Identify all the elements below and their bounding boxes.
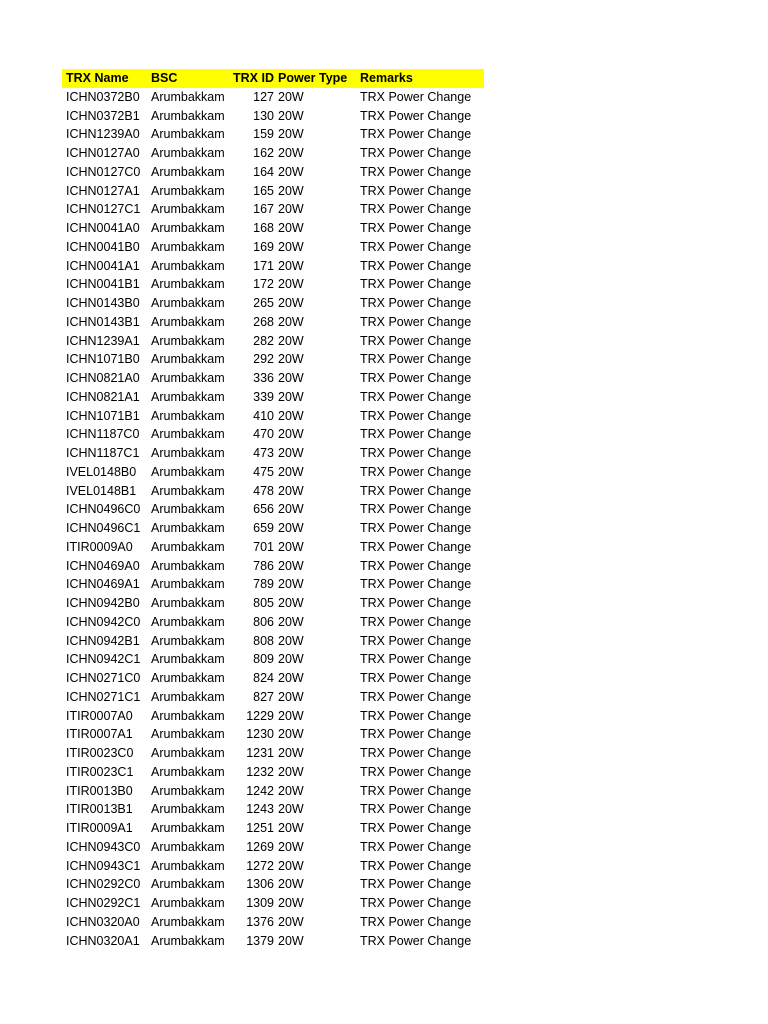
cell-bsc: Arumbakkam: [151, 539, 225, 554]
cell-remarks: TRX Power Change: [360, 539, 472, 554]
cell-trx-id: 1306: [246, 877, 274, 892]
cell-bsc: Arumbakkam: [151, 108, 225, 123]
table-row: [62, 107, 484, 126]
cell-trx-name: ICHN0942B1: [66, 633, 140, 648]
header-trx-id: TRX ID: [233, 71, 274, 85]
cell-power-type: 20W: [278, 164, 304, 179]
table-row: [62, 519, 484, 538]
cell-bsc: Arumbakkam: [151, 258, 225, 273]
cell-trx-id: 282: [253, 333, 274, 348]
cell-remarks: TRX Power Change: [360, 558, 472, 573]
cell-power-type: 20W: [278, 858, 304, 873]
cell-bsc: Arumbakkam: [151, 127, 225, 142]
cell-trx-id: 1376: [246, 914, 274, 929]
cell-remarks: TRX Power Change: [360, 614, 472, 629]
cell-trx-name: ICHN1187C1: [66, 446, 140, 460]
cell-remarks: TRX Power Change: [360, 146, 472, 160]
cell-bsc: Arumbakkam: [151, 671, 225, 685]
cell-remarks: TRX Power Change: [360, 521, 472, 535]
cell-trx-id: 410: [253, 408, 274, 423]
cell-remarks: TRX Power Change: [360, 652, 472, 667]
table-row: [62, 894, 484, 913]
cell-trx-name: ICHN1071B1: [66, 408, 140, 423]
cell-trx-id: 473: [253, 446, 274, 460]
cell-bsc: Arumbakkam: [151, 239, 225, 254]
cell-trx-name: ICHN0943C0: [66, 839, 141, 854]
cell-trx-name: ICHN0320A0: [66, 914, 140, 929]
cell-remarks: TRX Power Change: [360, 596, 472, 610]
cell-trx-name: ICHN0320A1: [66, 933, 140, 948]
cell-trx-id: 470: [253, 427, 274, 442]
cell-bsc: Arumbakkam: [151, 296, 225, 310]
cell-power-type: 20W: [278, 708, 304, 723]
cell-trx-id: 169: [253, 239, 274, 254]
cell-remarks: TRX Power Change: [360, 896, 472, 910]
table-row: [62, 575, 484, 594]
cell-bsc: Arumbakkam: [151, 689, 225, 704]
table-row: [62, 219, 484, 238]
cell-bsc: Arumbakkam: [151, 333, 225, 348]
cell-trx-id: 339: [253, 389, 274, 404]
cell-trx-name: ICHN0292C1: [66, 896, 141, 910]
cell-bsc: Arumbakkam: [151, 483, 225, 498]
cell-remarks: TRX Power Change: [360, 877, 472, 892]
cell-trx-id: 167: [253, 202, 274, 217]
table-row: [62, 313, 484, 332]
table-row: [62, 800, 484, 819]
cell-power-type: 20W: [278, 633, 304, 648]
cell-bsc: Arumbakkam: [151, 502, 225, 517]
cell-bsc: Arumbakkam: [151, 89, 225, 104]
cell-power-type: 20W: [278, 614, 304, 629]
table-row: [62, 332, 484, 351]
table-row: [62, 500, 484, 519]
cell-remarks: TRX Power Change: [360, 783, 472, 798]
cell-trx-name: ICHN0041A0: [66, 221, 140, 235]
table-row: [62, 763, 484, 782]
cell-power-type: 20W: [278, 783, 304, 798]
cell-bsc: Arumbakkam: [151, 746, 225, 760]
cell-power-type: 20W: [278, 521, 304, 535]
cell-trx-name: ICHN0469A1: [66, 577, 140, 592]
cell-trx-name: ITIR0007A1: [66, 727, 133, 742]
cell-power-type: 20W: [278, 333, 304, 348]
cell-remarks: TRX Power Change: [360, 502, 472, 517]
cell-trx-id: 1232: [246, 764, 274, 779]
cell-power-type: 20W: [278, 671, 304, 685]
cell-trx-id: 1272: [246, 858, 274, 873]
cell-trx-name: ITIR0023C1: [66, 764, 134, 779]
cell-remarks: TRX Power Change: [360, 183, 472, 198]
cell-trx-name: ICHN0127A1: [66, 183, 140, 198]
cell-trx-id: 827: [253, 689, 274, 704]
cell-trx-name: ICHN0942B0: [66, 596, 140, 610]
cell-bsc: Arumbakkam: [151, 839, 225, 854]
cell-remarks: TRX Power Change: [360, 108, 472, 123]
cell-remarks: TRX Power Change: [360, 296, 472, 310]
cell-power-type: 20W: [278, 258, 304, 273]
cell-trx-name: ICHN0821A0: [66, 371, 140, 385]
cell-power-type: 20W: [278, 89, 304, 104]
cell-trx-id: 1379: [246, 933, 274, 948]
table-row: [62, 125, 484, 144]
cell-power-type: 20W: [278, 839, 304, 854]
table-row: [62, 294, 484, 313]
cell-trx-name: ICHN0372B0: [66, 89, 140, 104]
cell-power-type: 20W: [278, 877, 304, 892]
cell-power-type: 20W: [278, 577, 304, 592]
cell-power-type: 20W: [278, 202, 304, 217]
table-row: [62, 444, 484, 463]
cell-trx-id: 1229: [246, 708, 274, 723]
table-row: [62, 144, 484, 163]
table-row: [62, 613, 484, 632]
cell-trx-id: 168: [253, 221, 274, 235]
cell-remarks: TRX Power Change: [360, 671, 472, 685]
cell-remarks: TRX Power Change: [360, 277, 472, 292]
cell-trx-id: 1269: [246, 839, 274, 854]
table-row: [62, 163, 484, 182]
cell-power-type: 20W: [278, 502, 304, 517]
cell-trx-name: ITIR0013B1: [66, 802, 133, 817]
cell-power-type: 20W: [278, 352, 304, 367]
cell-trx-id: 159: [253, 127, 274, 142]
cell-remarks: TRX Power Change: [360, 258, 472, 273]
table-row: [62, 913, 484, 932]
cell-bsc: Arumbakkam: [151, 352, 225, 367]
cell-remarks: TRX Power Change: [360, 202, 472, 217]
cell-remarks: TRX Power Change: [360, 427, 472, 442]
cell-remarks: TRX Power Change: [360, 314, 472, 329]
cell-power-type: 20W: [278, 146, 304, 160]
cell-trx-id: 1251: [246, 821, 274, 835]
table-row: [62, 857, 484, 876]
cell-remarks: TRX Power Change: [360, 164, 472, 179]
cell-power-type: 20W: [278, 483, 304, 498]
cell-trx-name: ICHN1071B0: [66, 352, 140, 367]
cell-remarks: TRX Power Change: [360, 689, 472, 704]
cell-bsc: Arumbakkam: [151, 727, 225, 742]
cell-trx-id: 268: [253, 314, 274, 329]
cell-remarks: TRX Power Change: [360, 821, 472, 835]
table-row: [62, 425, 484, 444]
cell-bsc: Arumbakkam: [151, 183, 225, 198]
cell-trx-name: ICHN0942C1: [66, 652, 141, 667]
cell-bsc: Arumbakkam: [151, 914, 225, 929]
cell-remarks: TRX Power Change: [360, 89, 472, 104]
cell-trx-name: ICHN0127C1: [66, 202, 141, 217]
cell-trx-id: 292: [253, 352, 274, 367]
cell-bsc: Arumbakkam: [151, 521, 225, 535]
cell-power-type: 20W: [278, 802, 304, 817]
cell-remarks: TRX Power Change: [360, 352, 472, 367]
table-row: [62, 538, 484, 557]
table-row: [62, 932, 484, 951]
cell-power-type: 20W: [278, 314, 304, 329]
cell-trx-name: ICHN0143B0: [66, 296, 140, 310]
cell-remarks: TRX Power Change: [360, 464, 472, 479]
trx-table: [62, 69, 484, 950]
cell-power-type: 20W: [278, 127, 304, 142]
cell-trx-id: 806: [253, 614, 274, 629]
cell-trx-id: 172: [253, 277, 274, 292]
table-row: [62, 463, 484, 482]
cell-power-type: 20W: [278, 764, 304, 779]
cell-remarks: TRX Power Change: [360, 708, 472, 723]
cell-trx-id: 1243: [246, 802, 274, 817]
cell-trx-name: ICHN0271C1: [66, 689, 141, 704]
table-row: [62, 407, 484, 426]
cell-trx-id: 656: [253, 502, 274, 517]
cell-power-type: 20W: [278, 596, 304, 610]
cell-remarks: TRX Power Change: [360, 408, 472, 423]
cell-trx-id: 1231: [246, 746, 274, 760]
cell-power-type: 20W: [278, 914, 304, 929]
cell-bsc: Arumbakkam: [151, 202, 225, 217]
cell-power-type: 20W: [278, 183, 304, 198]
cell-trx-name: ICHN0292C0: [66, 877, 141, 892]
table-row: [62, 200, 484, 219]
cell-trx-name: ICHN1239A0: [66, 127, 140, 142]
table-row: [62, 369, 484, 388]
cell-trx-name: ICHN0127A0: [66, 146, 140, 160]
cell-power-type: 20W: [278, 746, 304, 760]
cell-trx-name: ITIR0023C0: [66, 746, 134, 760]
table-row: [62, 594, 484, 613]
table-row: [62, 632, 484, 651]
cell-trx-id: 265: [253, 296, 274, 310]
cell-power-type: 20W: [278, 296, 304, 310]
cell-trx-name: ITIR0009A0: [66, 539, 133, 554]
cell-remarks: TRX Power Change: [360, 239, 472, 254]
cell-remarks: TRX Power Change: [360, 577, 472, 592]
cell-trx-name: ICHN0372B1: [66, 108, 140, 123]
cell-trx-name: ICHN1239A1: [66, 333, 140, 348]
cell-power-type: 20W: [278, 933, 304, 948]
cell-trx-name: IVEL0148B1: [66, 483, 137, 498]
cell-bsc: Arumbakkam: [151, 708, 225, 723]
cell-remarks: TRX Power Change: [360, 446, 472, 460]
table-row: [62, 388, 484, 407]
cell-trx-id: 659: [253, 521, 274, 535]
cell-trx-name: ICHN0943C1: [66, 858, 141, 873]
cell-trx-id: 701: [253, 539, 274, 554]
cell-bsc: Arumbakkam: [151, 389, 225, 404]
cell-bsc: Arumbakkam: [151, 427, 225, 442]
cell-bsc: Arumbakkam: [151, 802, 225, 817]
cell-trx-name: ITIR0009A1: [66, 821, 133, 835]
table-body: [62, 88, 484, 951]
cell-trx-id: 162: [253, 146, 274, 160]
cell-trx-id: 127: [253, 89, 274, 104]
cell-remarks: TRX Power Change: [360, 746, 472, 760]
cell-trx-name: ICHN0271C0: [66, 671, 141, 685]
cell-bsc: Arumbakkam: [151, 633, 225, 648]
header-trx-name: TRX Name: [66, 71, 129, 85]
cell-bsc: Arumbakkam: [151, 446, 225, 460]
cell-bsc: Arumbakkam: [151, 764, 225, 779]
cell-bsc: Arumbakkam: [151, 596, 225, 610]
cell-bsc: Arumbakkam: [151, 858, 225, 873]
cell-bsc: Arumbakkam: [151, 614, 225, 629]
cell-bsc: Arumbakkam: [151, 221, 225, 235]
table-row: [62, 275, 484, 294]
cell-trx-name: ICHN0496C1: [66, 521, 141, 535]
table-row: [62, 350, 484, 369]
cell-bsc: Arumbakkam: [151, 783, 225, 798]
cell-trx-id: 164: [253, 164, 274, 179]
cell-power-type: 20W: [278, 558, 304, 573]
table-row: [62, 669, 484, 688]
table-row: [62, 557, 484, 576]
cell-trx-id: 130: [253, 108, 274, 123]
table-row: [62, 182, 484, 201]
cell-trx-name: ICHN0127C0: [66, 164, 141, 179]
cell-bsc: Arumbakkam: [151, 371, 225, 385]
table-row: [62, 688, 484, 707]
cell-trx-name: ICHN0041B1: [66, 277, 140, 292]
table-row: [62, 482, 484, 501]
cell-trx-id: 824: [253, 671, 274, 685]
cell-power-type: 20W: [278, 446, 304, 460]
cell-bsc: Arumbakkam: [151, 933, 225, 948]
cell-remarks: TRX Power Change: [360, 727, 472, 742]
cell-remarks: TRX Power Change: [360, 333, 472, 348]
cell-trx-name: ICHN0041A1: [66, 258, 140, 273]
table-row: [62, 875, 484, 894]
cell-bsc: Arumbakkam: [151, 877, 225, 892]
cell-trx-id: 475: [253, 464, 274, 479]
cell-remarks: TRX Power Change: [360, 764, 472, 779]
table-row: [62, 744, 484, 763]
cell-bsc: Arumbakkam: [151, 464, 225, 479]
cell-bsc: Arumbakkam: [151, 896, 225, 910]
cell-trx-name: ITIR0013B0: [66, 783, 133, 798]
table-row: [62, 725, 484, 744]
cell-power-type: 20W: [278, 652, 304, 667]
cell-trx-name: ICHN0143B1: [66, 314, 140, 329]
cell-remarks: TRX Power Change: [360, 858, 472, 873]
table-row: [62, 838, 484, 857]
cell-remarks: TRX Power Change: [360, 483, 472, 498]
cell-trx-name: ITIR0007A0: [66, 708, 133, 723]
cell-power-type: 20W: [278, 277, 304, 292]
cell-power-type: 20W: [278, 539, 304, 554]
cell-remarks: TRX Power Change: [360, 802, 472, 817]
cell-power-type: 20W: [278, 464, 304, 479]
cell-bsc: Arumbakkam: [151, 652, 225, 667]
table-row: [62, 257, 484, 276]
cell-trx-name: ICHN0496C0: [66, 502, 141, 517]
cell-power-type: 20W: [278, 727, 304, 742]
table-row: [62, 650, 484, 669]
cell-trx-id: 478: [253, 483, 274, 498]
table-row: [62, 707, 484, 726]
table-row: [62, 88, 484, 107]
cell-trx-id: 809: [253, 652, 274, 667]
cell-trx-name: ICHN1187C0: [66, 427, 140, 442]
cell-bsc: Arumbakkam: [151, 577, 225, 592]
table-row: [62, 782, 484, 801]
cell-power-type: 20W: [278, 896, 304, 910]
cell-trx-id: 786: [253, 558, 274, 573]
cell-remarks: TRX Power Change: [360, 933, 472, 948]
cell-trx-id: 1242: [246, 783, 274, 798]
cell-bsc: Arumbakkam: [151, 277, 225, 292]
cell-trx-id: 808: [253, 633, 274, 648]
cell-trx-name: IVEL0148B0: [66, 464, 137, 479]
cell-trx-id: 336: [253, 371, 274, 385]
cell-bsc: Arumbakkam: [151, 408, 225, 423]
cell-trx-name: ICHN0469A0: [66, 558, 140, 573]
cell-trx-name: ICHN0041B0: [66, 239, 140, 254]
header-bsc: BSC: [151, 71, 178, 85]
table-header-row: [62, 69, 484, 88]
cell-trx-id: 165: [253, 183, 274, 198]
cell-trx-id: 1230: [246, 727, 274, 742]
cell-trx-id: 805: [253, 596, 274, 610]
cell-power-type: 20W: [278, 821, 304, 835]
cell-power-type: 20W: [278, 389, 304, 404]
cell-power-type: 20W: [278, 408, 304, 423]
cell-remarks: TRX Power Change: [360, 914, 472, 929]
cell-trx-id: 171: [253, 258, 274, 273]
cell-bsc: Arumbakkam: [151, 146, 225, 160]
cell-remarks: TRX Power Change: [360, 371, 472, 385]
cell-remarks: TRX Power Change: [360, 389, 472, 404]
cell-trx-id: 789: [253, 577, 274, 592]
cell-remarks: TRX Power Change: [360, 127, 472, 142]
header-remarks: Remarks: [360, 71, 413, 85]
cell-power-type: 20W: [278, 239, 304, 254]
cell-bsc: Arumbakkam: [151, 821, 225, 835]
cell-remarks: TRX Power Change: [360, 221, 472, 235]
cell-power-type: 20W: [278, 371, 304, 385]
cell-power-type: 20W: [278, 221, 304, 235]
cell-bsc: Arumbakkam: [151, 558, 225, 573]
table-row: [62, 238, 484, 257]
cell-trx-name: ICHN0821A1: [66, 389, 140, 404]
cell-power-type: 20W: [278, 689, 304, 704]
cell-bsc: Arumbakkam: [151, 314, 225, 329]
cell-remarks: TRX Power Change: [360, 633, 472, 648]
cell-remarks: TRX Power Change: [360, 839, 472, 854]
cell-power-type: 20W: [278, 108, 304, 123]
cell-power-type: 20W: [278, 427, 304, 442]
cell-trx-id: 1309: [246, 896, 274, 910]
header-power-type: Power Type: [278, 71, 348, 85]
cell-trx-name: ICHN0942C0: [66, 614, 141, 629]
table-row: [62, 819, 484, 838]
cell-bsc: Arumbakkam: [151, 164, 225, 179]
